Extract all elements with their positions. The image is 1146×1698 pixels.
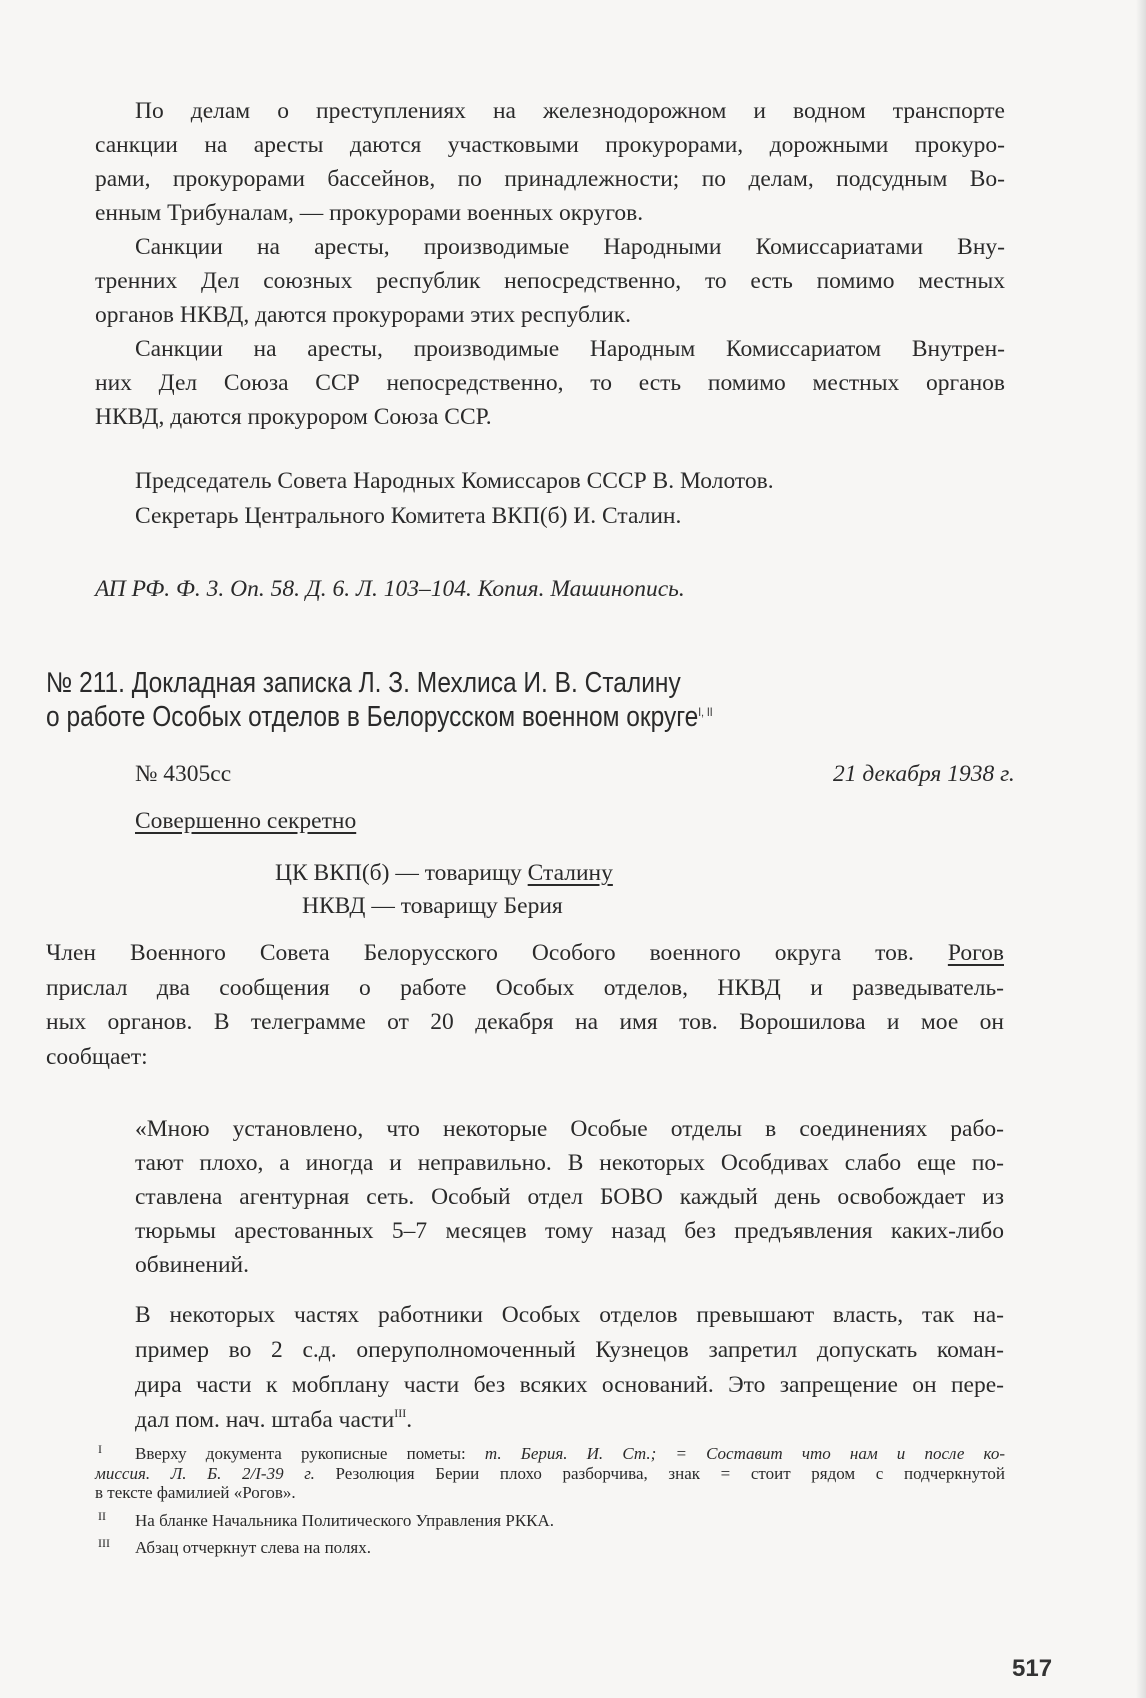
text-line: Абзац отчеркнут слева на полях. [135, 1538, 371, 1557]
text-line [135, 1444, 1005, 1464]
text-line: енным Трибуналам, — прокурорами военных округов. [95, 200, 644, 226]
text-segment: о работе Особых отделов в Белорусском военном округе [46, 701, 699, 733]
text-line: Совершенно секретно [135, 808, 357, 834]
text-line: них Дел Союза ССР непосредственно, то есть помимо местных органов [95, 370, 1005, 396]
text-line [46, 700, 713, 734]
footnote-marker: III [98, 1536, 110, 1550]
text-line: прислал два сообщения о работе Особых отделов, НКВД и разведыватель- [46, 974, 1004, 1001]
text-line: сообщает: [46, 1043, 148, 1070]
text-line: в тексте фамилией «Рогов». [95, 1483, 296, 1502]
footnote-marker: I [98, 1442, 102, 1456]
text-line: Председатель Совета Народных Комиссаров СССР В. Молотов. [135, 468, 774, 494]
text-line: ных органов. В телеграмме от 20 декабря на имя тов. Ворошилова и мое он [46, 1009, 1004, 1035]
text-line [135, 1405, 412, 1435]
text-line: Санкции на аресты, производимые Народными Комиссариатами Вну- [135, 234, 1005, 260]
text-line: тюрьмы арестованных 5–7 месяцев тому назад без предъявления каких-либо [135, 1218, 1004, 1244]
text-line: По делам о преступлениях на железнодорожном и водном транспорте [135, 98, 1005, 124]
footnote-reference: I, II [698, 705, 713, 719]
page-number: 517 [1012, 1655, 1053, 1682]
text-segment: т. Берия. И. Ст.; = Составит что нам и после ко- [484, 1444, 1005, 1463]
text-line: дира части к мобплану части без всяких оснований. Это запрещение он пере- [135, 1372, 1004, 1398]
text-line: санкции на аресты даются участковыми прокурорами, дорожными прокуро- [95, 132, 1005, 158]
text-line: органов НКВД, даются прокурорами этих республик. [95, 302, 632, 328]
text-segment: Сталину [527, 860, 613, 886]
text-line: На бланке Начальника Политического Управления РККА. [135, 1511, 555, 1530]
text-segment: Резолюция Берии плохо разборчива, знак = стоит рядом с подчеркнутой [314, 1463, 1006, 1483]
text-segment: миссия. Л. Б. 2/I-39 г. [95, 1463, 315, 1483]
text-line: тренних Дел союзных республик непосредственно, то есть помимо местных [95, 268, 1005, 294]
footnote-marker: II [98, 1509, 106, 1523]
text-line: 21 декабря 1938 г. [833, 761, 1015, 787]
text-line: АП РФ. Ф. 3. Оп. 58. Д. 6. Л. 103–104. Копия. Машинопись. [95, 576, 685, 602]
text-segment: Член Военного Совета Белорусского Особого военного округа тов. [46, 940, 948, 966]
text-segment: дал пом. нач. штаба части [135, 1407, 395, 1433]
text-segment: Вверху документа рукописные пометы: [135, 1444, 485, 1463]
text-line: тают плохо, а иногда и неправильно. В некоторых Особдивах слабо еще по- [135, 1150, 1004, 1176]
footnote-reference: III [394, 1406, 407, 1420]
text-line: Санкции на аресты, производимые Народным Комиссариатом Внутрен- [135, 336, 1005, 362]
text-line: НКВД, даются прокурором Союза ССР. [95, 404, 492, 430]
text-line: НКВД — товарищу Берия [302, 893, 563, 919]
text-line [95, 1464, 1005, 1484]
text-line [275, 858, 613, 888]
text-segment: Рогов [947, 940, 1004, 966]
text-line: Секретарь Центрального Комитета ВКП(б) И. Сталин. [135, 503, 682, 529]
text-line: ставлена агентурная сеть. Особый отдел БОВО каждый день освобождает из [135, 1184, 1004, 1210]
text-segment: ЦК ВКП(б) — товарищу [275, 860, 528, 886]
page-edge-shadow [1136, 0, 1146, 1698]
text-line: пример во 2 с.д. оперуполномоченный Кузнецов запретил допускать коман- [135, 1337, 1004, 1363]
text-line: № 211. Докладная записка Л. З. Мехлиса И. В. Сталину [46, 667, 681, 699]
text-line: № 4305сс [135, 761, 232, 787]
text-line: В некоторых частях работники Особых отделов превышают власть, так на- [135, 1302, 1004, 1328]
text-line: «Мною установлено, что некоторые Особые отделы в соединениях рабо- [135, 1116, 1004, 1142]
text-segment: . [406, 1407, 413, 1433]
text-line: рами, прокурорами бассейнов, по принадлежности; по делам, подсудным Во- [95, 166, 1005, 192]
text-line: обвинений. [135, 1252, 249, 1278]
text-line [46, 938, 1004, 968]
